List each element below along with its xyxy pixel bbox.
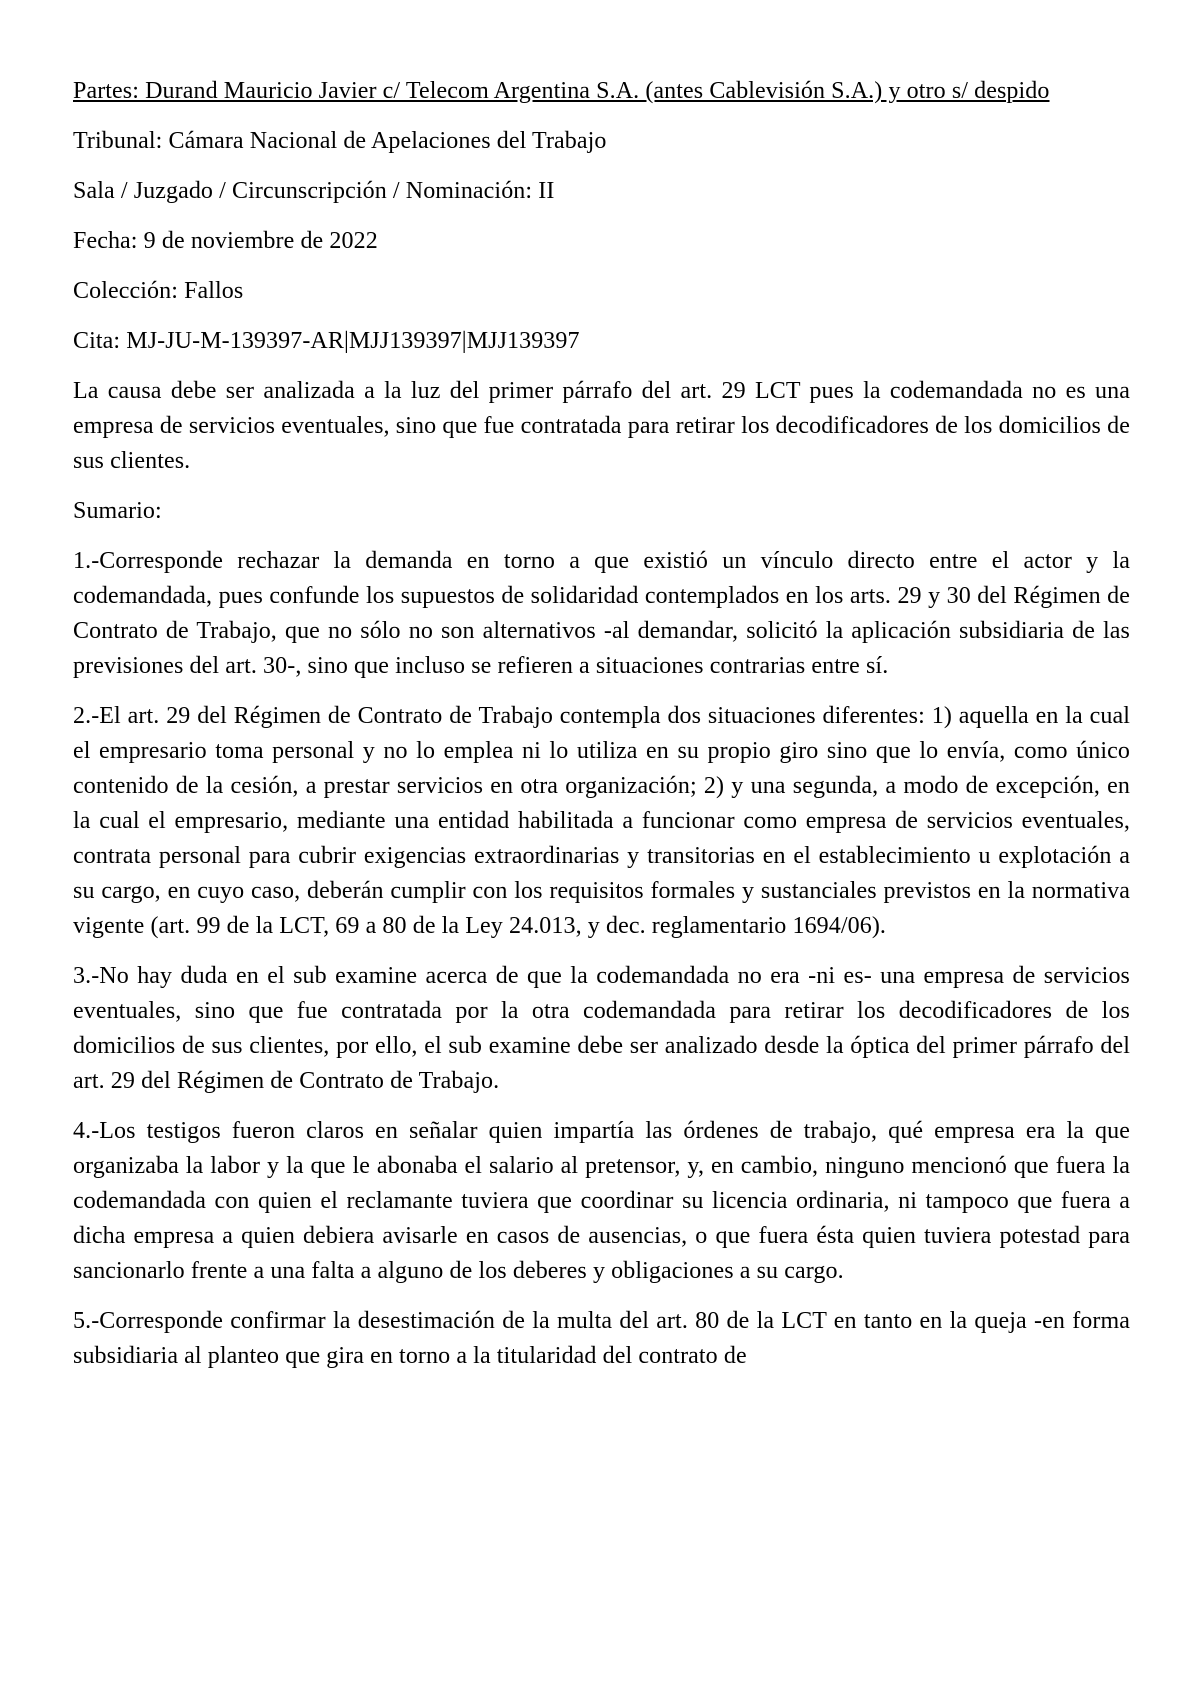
summary-item-4: 4.-Los testigos fueron claros en señalar quien impartía las órdenes de trabajo, qué empresa era la que organizaba la labor y la que le abonaba el salario al pretensor, y, en cambio, ninguno mencionó que fuera la codemandada con quien el reclamante tuviera que coordinar su licencia ordinaria, ni tampoco que fuera a dicha empresa a quien debiera avisarle en casos de ausencias, o que fuera ésta quien tuviera potestad para sancionarlo frente a una falta a alguno de los deberes y obligaciones a su cargo. [73, 1118, 1130, 1284]
court-name: Tribunal: Cámara Nacional de Apelaciones del Trabajo [73, 128, 607, 154]
case-summary: La causa debe ser analizada a la luz del primer párrafo del art. 29 LCT pues la codemandada no es una empresa de servicios eventuales, sino que fue contratada para retirar los decodificadores de los domicilios de sus clientes. [73, 378, 1130, 474]
case-parties: Partes: Durand Mauricio Javier c/ Telecom Argentina S.A. (antes Cablevisión S.A.) y otro s/ despido [73, 78, 1050, 104]
summary-item-1: 1.-Corresponde rechazar la demanda en torno a que existió un vínculo directo entre el actor y la codemandada, pues confunde los supuestos de solidaridad contemplados en los arts. 29 y 30 del Régimen de Contrato de Trabajo, que no sólo no son alternativos -al demandar, solicitó la aplicación subsidiaria de las previsiones del art. 30-, sino que incluso se refieren a situaciones contrarias entre sí. [73, 548, 1130, 679]
citation: Cita: MJ-JU-M-139397-AR|MJJ139397|MJJ139397 [73, 328, 580, 354]
summary-item-3: 3.-No hay duda en el sub examine acerca de que la codemandada no era -ni es- una empresa de servicios eventuales, sino que fue contratada por la otra codemandada para retirar los decodificadores de los domicilios de sus clientes, por ello, el sub examine debe ser analizado desde la óptica del primer párrafo del art. 29 del Régimen de Contrato de Trabajo. [73, 963, 1130, 1094]
court-chamber: Sala / Juzgado / Circunscripción / Nominación: II [73, 178, 555, 204]
summary-item-2: 2.-El art. 29 del Régimen de Contrato de Trabajo contempla dos situaciones diferentes: 1) aquella en la cual el empresario toma personal y no lo emplea ni lo utiliza en su propio giro sino que lo envía, como único contenido de la cesión, a prestar servicios en otra organización; 2) y una segunda, a modo de excepción, en la cual el empresario, mediante una entidad habilitada a funcionar como empresa de servicios eventuales, contrata personal para cubrir exigencias extraordinarias y transitorias en el establecimiento u explotación a su cargo, en cuyo caso, deberán cumplir con los requisitos formales y sustanciales previstos en la normativa vigente (art. 99 de la LCT, 69 a 80 de la Ley 24.013, y dec. reglamentario 1694/06). [73, 703, 1130, 939]
summary-heading: Sumario: [73, 498, 162, 524]
collection: Colección: Fallos [73, 278, 244, 304]
ruling-date: Fecha: 9 de noviembre de 2022 [73, 228, 378, 254]
summary-item-5: 5.-Corresponde confirmar la desestimación de la multa del art. 80 de la LCT en tanto en la queja -en forma subsidiaria al planteo que gira en torno a la titularidad del contrato de [73, 1308, 1130, 1369]
